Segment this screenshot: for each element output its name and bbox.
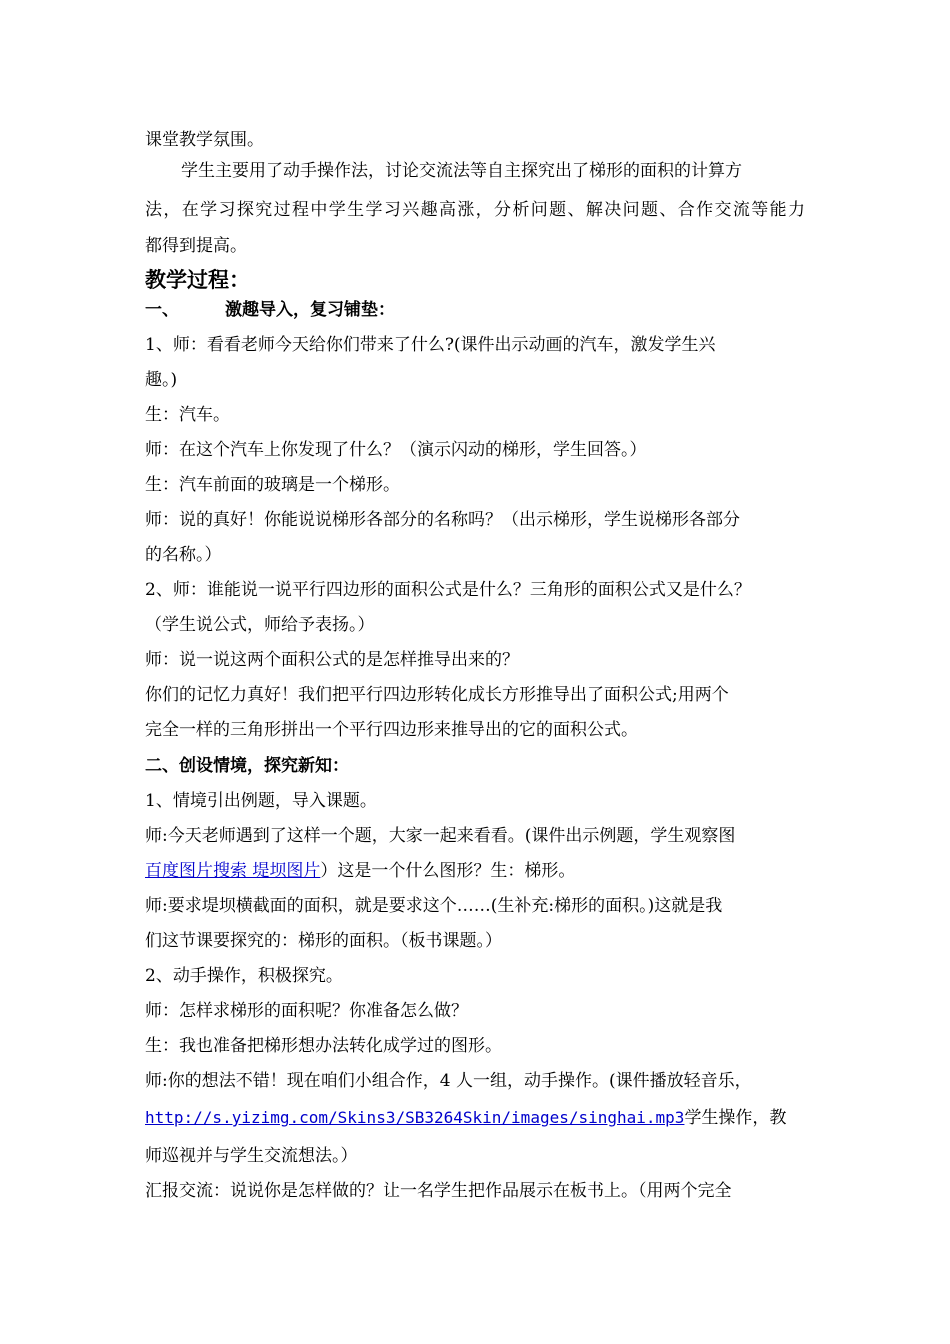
text-line: 师巡视并与学生交流想法。）	[145, 1146, 358, 1166]
intro-paragraph-line-1: 学生主要用了动手操作法，讨论交流法等自主探究出了梯形的面积的计算方	[181, 161, 742, 181]
text-line: 师:要求堤坝横截面的面积，就是要求这个……(生补充:梯形的面积。)这就是我	[145, 896, 723, 916]
text-line: 的名称。）	[145, 545, 222, 565]
text-line: 生：汽车前面的玻璃是一个梯形。	[145, 475, 400, 495]
text-line: 1、情境引出例题，导入课题。	[145, 791, 377, 811]
text-line: 生：汽车。	[145, 405, 230, 425]
text-line: 1、师：看看老师今天给你们带来了什么?(课件出示动画的汽车，激发学生兴	[145, 335, 716, 355]
music-url-link[interactable]: http://s.yizimg.com/Skins3/SB3264Skin/images/singhai.mp3	[145, 1108, 685, 1127]
text-line: 师：说一说这两个面积公式的是怎样推导出来的？	[145, 650, 519, 670]
intro-paragraph-line-3: 都得到提高。	[145, 236, 247, 256]
text-line: 你们的记忆力真好！我们把平行四边形转化成长方形推导出了面积公式;用两个	[145, 685, 729, 705]
text-line: 趣。)	[145, 370, 178, 390]
text-line: 生：我也准备把梯形想办法转化成学过的图形。	[145, 1036, 502, 1056]
intro-paragraph-line-2: 法，在学习探究过程中学生学习兴趣高涨，分析问题、解决问题、合作交流等能力	[145, 200, 805, 220]
section-1-title: 激趣导入，复习铺垫：	[225, 300, 395, 320]
link-trailing-text: ）这是一个什么图形？生：梯形。	[320, 861, 576, 881]
section-1-heading	[145, 298, 825, 322]
text-line: 2、动手操作，积极探究。	[145, 966, 343, 986]
text-line: 师：说的真好！你能说说梯形各部分的名称吗？（出示梯形，学生说梯形各部分	[145, 510, 740, 530]
link-trailing-text: 学生操作，教	[684, 1108, 787, 1128]
text-line: 师:今天老师遇到了这样一个题，大家一起来看看。(课件出示例题，学生观察图	[145, 826, 736, 846]
text-line-with-link	[145, 1106, 825, 1130]
text-line: 2、师：谁能说一说平行四边形的面积公式是什么？三角形的面积公式又是什么？	[145, 580, 751, 600]
text-line: （学生说公式，师给予表扬。）	[145, 615, 375, 635]
text-line: 完全一样的三角形拼出一个平行四边形来推导出的它的面积公式。	[145, 720, 638, 740]
section-heading: 教学过程：	[145, 268, 250, 292]
section-2-heading: 二、创设情境，探究新知：	[145, 756, 349, 776]
text-line: 师：怎样求梯形的面积呢？你准备怎么做？	[145, 1001, 468, 1021]
text-line: 师:你的想法不错！现在咱们小组合作，4 人一组，动手操作。(课件播放轻音乐，	[145, 1071, 752, 1091]
text-line: 师：在这个汽车上你发现了什么？（演示闪动的梯形，学生回答。）	[145, 440, 647, 460]
text-line: 汇报交流：说说你是怎样做的？让一名学生把作品展示在板书上。（用两个完全	[145, 1181, 732, 1201]
section-1-number: 一、	[145, 300, 179, 320]
image-search-link[interactable]: 百度图片搜索 堤坝图片	[145, 861, 321, 881]
text-line: 们这节课要探究的：梯形的面积。（板书课题。）	[145, 931, 502, 951]
text-line-with-link	[145, 859, 825, 883]
intro-line: 课堂教学氛围。	[145, 130, 264, 150]
